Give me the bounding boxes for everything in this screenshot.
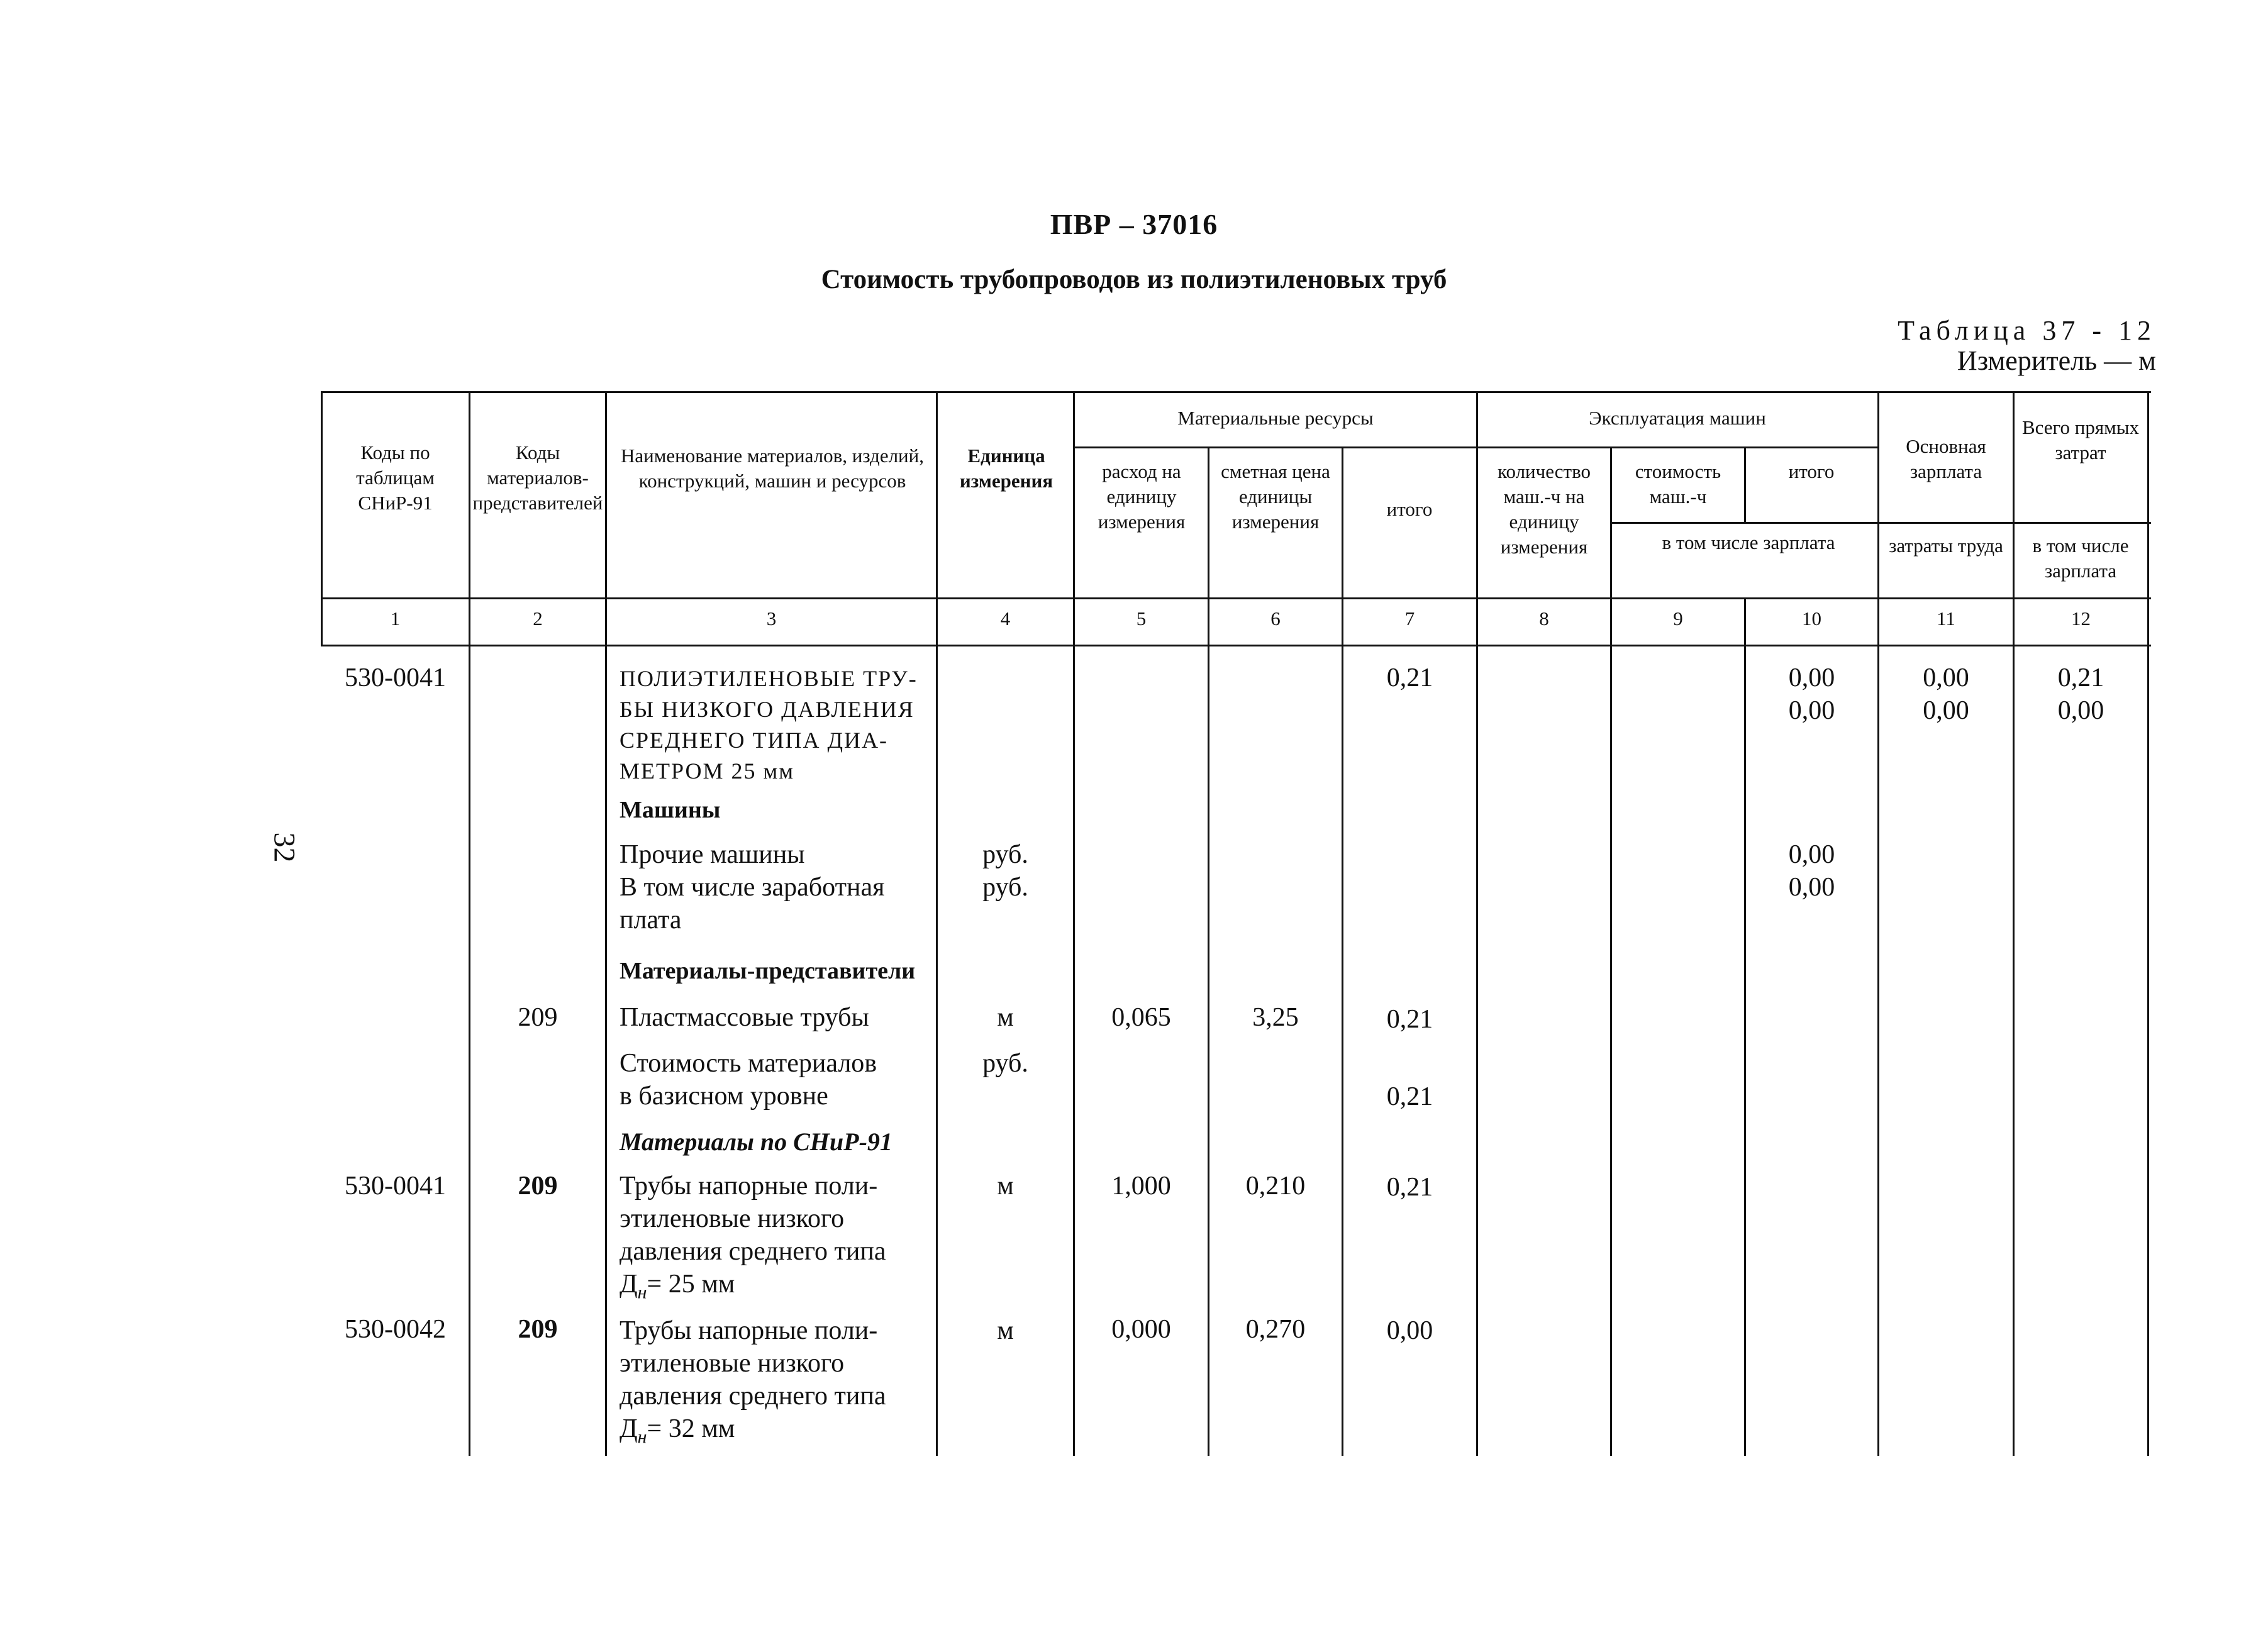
m2-name-text: Трубы напорные поли- этиленовые низкого давления среднего типа (620, 1316, 886, 1411)
rep-col6: 3,25 (1252, 1003, 1299, 1032)
header-col9-10-sub: в том числе зарплата (1662, 531, 1835, 553)
header-col11-bottom: затраты труда (1889, 535, 2003, 557)
machines-col10: 0,00 0,00 (1788, 840, 1835, 902)
document-subtitle: Стоимость трубопроводов из полиэтиленовых труб (821, 265, 1447, 294)
header-col6: сметная цена единицы измерения (1221, 460, 1330, 533)
m2-col7: 0,00 (1386, 1316, 1433, 1345)
m1-col5: 1,000 (1111, 1172, 1171, 1201)
header-col7: итого (1386, 498, 1433, 520)
m2-dn-letter: Д (620, 1414, 638, 1443)
m1-dn-letter: Д (620, 1270, 638, 1299)
m1-dn-sub: н (637, 1282, 647, 1303)
column-number-2: 2 (533, 607, 543, 629)
col-line-0 (321, 391, 323, 645)
row1-col7: 0,21 (1386, 663, 1433, 692)
m2-dn-value: = 32 мм (647, 1414, 735, 1443)
m1-diameter (620, 1268, 936, 1309)
m1-col6: 0,210 (1245, 1172, 1306, 1201)
col-line-8 (1610, 448, 1612, 1456)
unit-label: Измеритель — м (1957, 345, 2156, 376)
document-title: ПВР – 37016 (1050, 208, 1218, 240)
col-line-3 (936, 391, 938, 1456)
column-number-3: 3 (766, 607, 777, 629)
col-line-6 (1342, 448, 1343, 1456)
row1-col12: 0,21 0,00 (2057, 663, 2104, 725)
col-line-7 (1476, 391, 1478, 1456)
m1-col7: 0,21 (1386, 1173, 1433, 1202)
header-col3: Наименование материалов, изделий, конструкций, машин и ресурсов (621, 445, 924, 492)
column-number-11: 11 (1937, 607, 1955, 629)
rep-col7: 0,21 (1386, 1005, 1433, 1034)
header-col12-top: Всего прямых затрат (2021, 416, 2140, 463)
subheader-divider-line (1610, 522, 1877, 524)
header-col10: итого (1788, 460, 1835, 482)
rep-materials-heading: Материалы-представители (620, 958, 916, 984)
column-number-12: 12 (2071, 607, 2091, 629)
m1-name (620, 1170, 936, 1309)
group-machines-top (1476, 391, 1477, 393)
rep-name: Пластмассовые трубы (620, 1003, 869, 1032)
numbers-row-bottom-line (321, 645, 2151, 646)
m2-dn-sub: н (637, 1426, 647, 1448)
row1-code: 530-0041 (345, 663, 446, 692)
row1-col10: 0,00 0,00 (1788, 663, 1835, 725)
cost-unit: руб. (982, 1049, 1028, 1078)
col-line-10 (1877, 391, 1879, 1456)
m1-code2: 209 (518, 1172, 558, 1201)
machines-heading: Машины (620, 797, 721, 823)
column-number-7: 7 (1404, 607, 1415, 629)
m2-unit: м (997, 1316, 1014, 1345)
machines-unit: руб. руб. (982, 840, 1028, 902)
m1-unit: м (997, 1172, 1014, 1201)
col-line-12 (2147, 391, 2149, 1456)
row1-col11: 0,00 0,00 (1923, 663, 1969, 725)
col-line-9-top (1744, 448, 1746, 522)
column-number-6: 6 (1270, 607, 1281, 629)
header-col1: Коды по таблицам СНиР-91 (356, 441, 435, 514)
m2-col6: 0,270 (1245, 1315, 1306, 1344)
m1-dn-value: = 25 мм (647, 1270, 735, 1299)
page-number: 32 (267, 832, 301, 863)
col-line-2 (605, 391, 607, 1456)
header-bottom-line (321, 597, 2151, 599)
m2-code2: 209 (518, 1315, 558, 1344)
table-top-border (321, 391, 2151, 393)
col-line-1 (469, 391, 470, 1456)
column-number-8: 8 (1539, 607, 1549, 629)
group-machines-divider (1476, 446, 1877, 448)
machines-name: Прочие машины В том числе заработная плата (620, 840, 885, 934)
header-col5: расход на единицу измерения (1098, 460, 1186, 533)
header-group-materials: Материальные ресурсы (1177, 407, 1374, 429)
cost-col7: 0,21 (1386, 1082, 1433, 1111)
rep-col5: 0,065 (1111, 1003, 1171, 1032)
header-col4: Единица измерения (959, 445, 1053, 492)
rep-unit: м (997, 1003, 1014, 1032)
snir-materials-heading: Материалы по СНиР-91 (620, 1128, 892, 1156)
cost-name: Стоимость материалов в базисном уровне (620, 1049, 877, 1111)
column-number-10: 10 (1802, 607, 1821, 629)
m2-name (620, 1314, 936, 1453)
m1-name-text: Трубы напорные поли- этиленовые низкого давления среднего типа (620, 1172, 886, 1266)
rep-code2: 209 (518, 1003, 558, 1032)
column-number-5: 5 (1136, 607, 1147, 629)
header-group-machines: Эксплуатация машин (1589, 407, 1766, 429)
table-label: Таблица 37 - 12 (1898, 315, 2156, 346)
group-divider-line (1074, 446, 1477, 448)
column-number-4: 4 (1000, 607, 1011, 629)
row1-name: ПОЛИЭТИЛЕНОВЫЕ ТРУ- БЫ НИЗКОГО ДАВЛЕНИЯ СРЕДНЕГО ТИПА ДИА- МЕТРОМ 25 мм (620, 666, 918, 784)
column-number-9: 9 (1673, 607, 1683, 629)
header-col2: Коды материалов-представителей (472, 441, 603, 514)
m2-col5: 0,000 (1111, 1315, 1171, 1344)
header-col12-bottom: в том числе зарплата (2032, 535, 2129, 582)
m2-code1: 530-0042 (345, 1315, 446, 1344)
header-col11-top: Основная зарплата (1906, 435, 1986, 482)
m2-diameter (620, 1412, 936, 1453)
m1-code1: 530-0041 (345, 1172, 446, 1201)
col-line-5 (1208, 448, 1209, 1456)
header-col9: стоимость маш.-ч (1635, 460, 1721, 507)
column-number-1: 1 (390, 607, 401, 629)
header-col8: количество маш.-ч на единицу измерения (1498, 460, 1591, 558)
col-line-4 (1073, 391, 1075, 1456)
